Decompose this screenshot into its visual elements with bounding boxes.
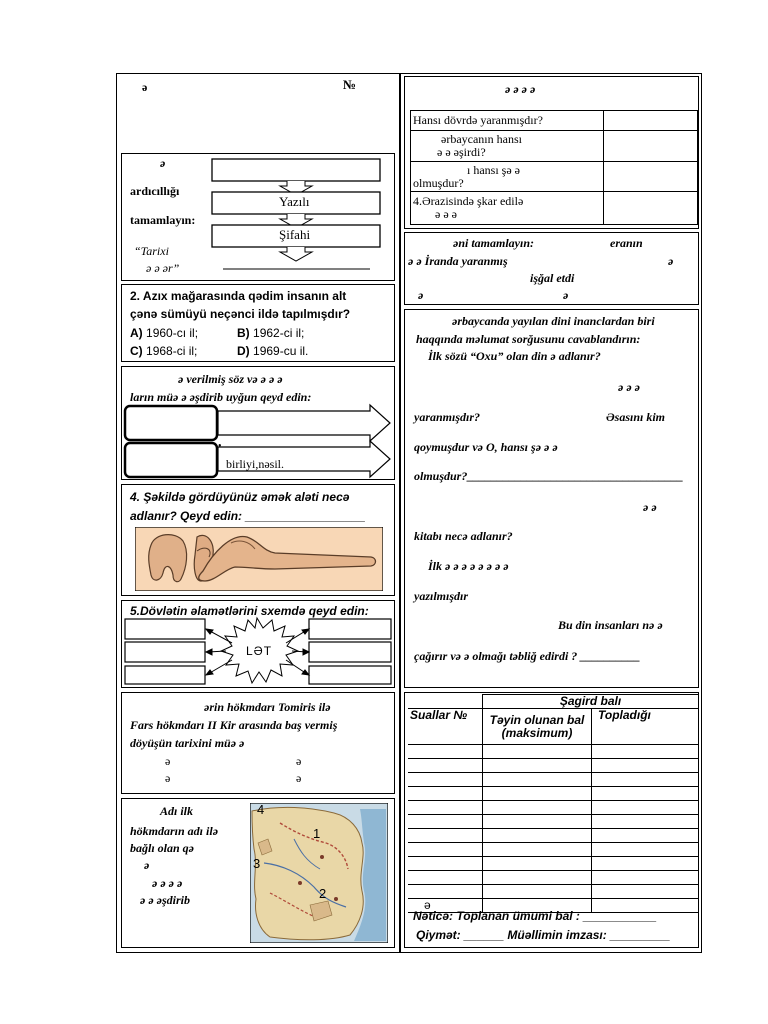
score-row [408, 815, 483, 829]
q6-text-1: ərin hökmdarı Tomiris ilə [204, 700, 331, 714]
rt-row-1: Hansı dövrdə yaranmışdır? [411, 111, 604, 131]
q3-arrow-2-dot: • [218, 441, 222, 452]
score-header-group: Şagird balı [483, 695, 699, 709]
q2-option-b: B) 1962-ci il; [237, 326, 305, 340]
q7-text-5: ə ə ə ə [152, 876, 183, 890]
right-top-table [410, 110, 698, 225]
q2-text-2: çənə sümüyü neçənci ildə tapılmışdır? [130, 307, 351, 321]
score-row [408, 745, 483, 759]
rm-text-2a: ə ə İranda yaranmış [408, 254, 508, 268]
rr-line-2: haqqında məlumat sorğusunu cavablandırın: [416, 332, 641, 346]
q5-answer-box-2 [125, 642, 205, 662]
map-label-1: 1 [313, 826, 321, 841]
rr-line-13: çağırır və ə olmağı təbliğ edirdi ? __________ [414, 649, 641, 663]
q5-title: 5.Dövlətin əlamətlərini sxemdə qeyd edin: [130, 604, 369, 618]
q6-answer-a1: ə [165, 754, 171, 768]
q2-option-a: A) 1960-cı il; [130, 326, 199, 340]
q6-text-3: döyüşün tarixini müə ə [130, 736, 245, 750]
rt-answer-1 [604, 111, 698, 131]
rr-line-7: olmuşdur?____________________________________ [414, 469, 684, 483]
rr-line-6: qoymuşdur və O, hansı şə ə ə [414, 440, 558, 454]
score-row-total: ə [408, 899, 483, 913]
map-label-4: 4 [257, 802, 265, 817]
chain-connector-3 [280, 247, 312, 261]
chain-box-1 [212, 159, 380, 181]
q7-text-1: Adı ilk [160, 804, 194, 818]
rt-row-3: ı hansı şə ə olmuşdur? [411, 162, 604, 192]
q3-text-2: ların müə ə əşdirib uyğun qeyd edin: [130, 390, 312, 404]
score-row [408, 885, 483, 899]
column-divider [399, 73, 401, 953]
chain-box-3-label: Şifahi [279, 227, 311, 242]
rt-row-4: 4.Ərazisində şkar edilə ə ə ə [411, 192, 604, 225]
q2-option-c: C) 1968-ci il; [130, 344, 198, 358]
chain-quote-1: “Tarixi [134, 244, 169, 258]
rr-line-3: İlk sözü “Oxu” olan din ə adlanır? [428, 349, 601, 363]
q2-option-d: D) 1969-cu il. [237, 344, 309, 358]
chain-title-2: ardıcıllığı [130, 184, 180, 198]
rt-row-2: ərbaycanın hansı ə ə əşirdi? [411, 131, 604, 162]
q3-answer-box-2 [125, 443, 217, 477]
rr-line-10: İlk ə ə ə ə ə ə ə ə [428, 559, 509, 573]
chain-box-2-label: Yazılı [279, 194, 310, 209]
right-mid-box [404, 232, 699, 305]
score-row [408, 801, 483, 815]
rm-text-4a: ə [418, 288, 424, 302]
rm-text-1a: əni tamamlayın: [453, 236, 534, 250]
map-label-2: 2 [319, 886, 327, 901]
score-row [408, 787, 483, 801]
q6-text-2: Fars hökmdarı II Kir arasında baş vermiş [130, 718, 338, 732]
rr-line-5b: Əsasını kim [606, 410, 666, 424]
score-col-max: Təyin olunan bal (maksimum) [483, 709, 592, 745]
q4-text-2: adlanır? Qeyd edin: __________________ [130, 509, 366, 523]
rm-text-1b: eranın [610, 236, 643, 250]
q4-text-1: 4. Şəkildə gördüyünüz əmək aləti necə [130, 490, 350, 504]
q7-text-3: bağlı olan qə [130, 841, 195, 855]
q5-answer-box-1 [125, 619, 205, 639]
q3-arrow-1 [218, 405, 390, 441]
rr-line-12: Bu din insanları nə ə [558, 618, 663, 632]
rr-line-11: yazılmışdır [414, 589, 469, 603]
rr-line-4: ə ə ə [618, 380, 640, 394]
rr-line-8: ə ə [643, 500, 657, 514]
q3-text-1: ə verilmiş söz və ə ə ə [178, 372, 283, 386]
q7-text-2: hökmdarın adı ilə [130, 824, 219, 838]
rm-text-2b: ə [668, 254, 674, 268]
chain-title-1: ə [160, 156, 166, 170]
q5-answer-box-5 [309, 642, 391, 662]
chain-quote-2: ə ə ər” [146, 261, 180, 275]
q5-answer-box-6 [309, 666, 391, 684]
header-left-mark: ə [142, 80, 148, 94]
region-map [250, 803, 388, 943]
chain-diagram [205, 155, 395, 275]
score-table [408, 694, 699, 913]
q3-arrow-2-text: birliyi,nəsil. [226, 457, 284, 471]
rm-text-4b: ə [563, 288, 569, 302]
rr-line-9: kitabı necə adlanır? [414, 529, 513, 543]
q3-answer-box-1 [125, 406, 217, 440]
rm-text-3: işğal etdi [530, 271, 575, 285]
score-row [408, 829, 483, 843]
score-col-sum: Topladığı [592, 709, 699, 745]
rr-line-5a: yaranmışdır? [414, 410, 481, 424]
score-row [408, 857, 483, 871]
q6-answer-b1: ə [165, 771, 171, 785]
rt-answer-4 [604, 192, 698, 225]
q5-center-label: LƏT [246, 644, 273, 658]
q6-answer-b2: ə [296, 771, 302, 785]
rr-line-1: ərbaycanda yayılan dini inanclardan biri [452, 314, 655, 328]
q5-answer-box-3 [125, 666, 205, 684]
chain-title-3: tamamlayın: [130, 213, 196, 227]
score-col-no: Suallar № [408, 709, 483, 745]
score-result-line: Nəticə: Toplanan ümumi bal : ___________ [413, 909, 657, 923]
stone-tool-image [135, 527, 383, 591]
header-number-sign: № [343, 77, 357, 92]
q5-answer-box-4 [309, 619, 391, 639]
q2-text-1: 2. Azıx mağarasında qədim insanın alt [130, 289, 347, 303]
score-row [408, 759, 483, 773]
score-row [408, 871, 483, 885]
q7-text-6: ə ə əşdirib [140, 893, 190, 907]
rt-answer-3 [604, 162, 698, 192]
score-row [408, 773, 483, 787]
right-top-title: ə ə ə ə [505, 82, 536, 96]
q6-answer-a2: ə [296, 754, 302, 768]
map-label-3: 3 [253, 856, 261, 871]
score-grade-line: Qiymət: ______ Müəllimin imzası: _________ [416, 928, 671, 942]
q7-text-4: ə [144, 858, 150, 872]
score-header-blank [408, 695, 483, 709]
rt-answer-2 [604, 131, 698, 162]
score-row [408, 843, 483, 857]
